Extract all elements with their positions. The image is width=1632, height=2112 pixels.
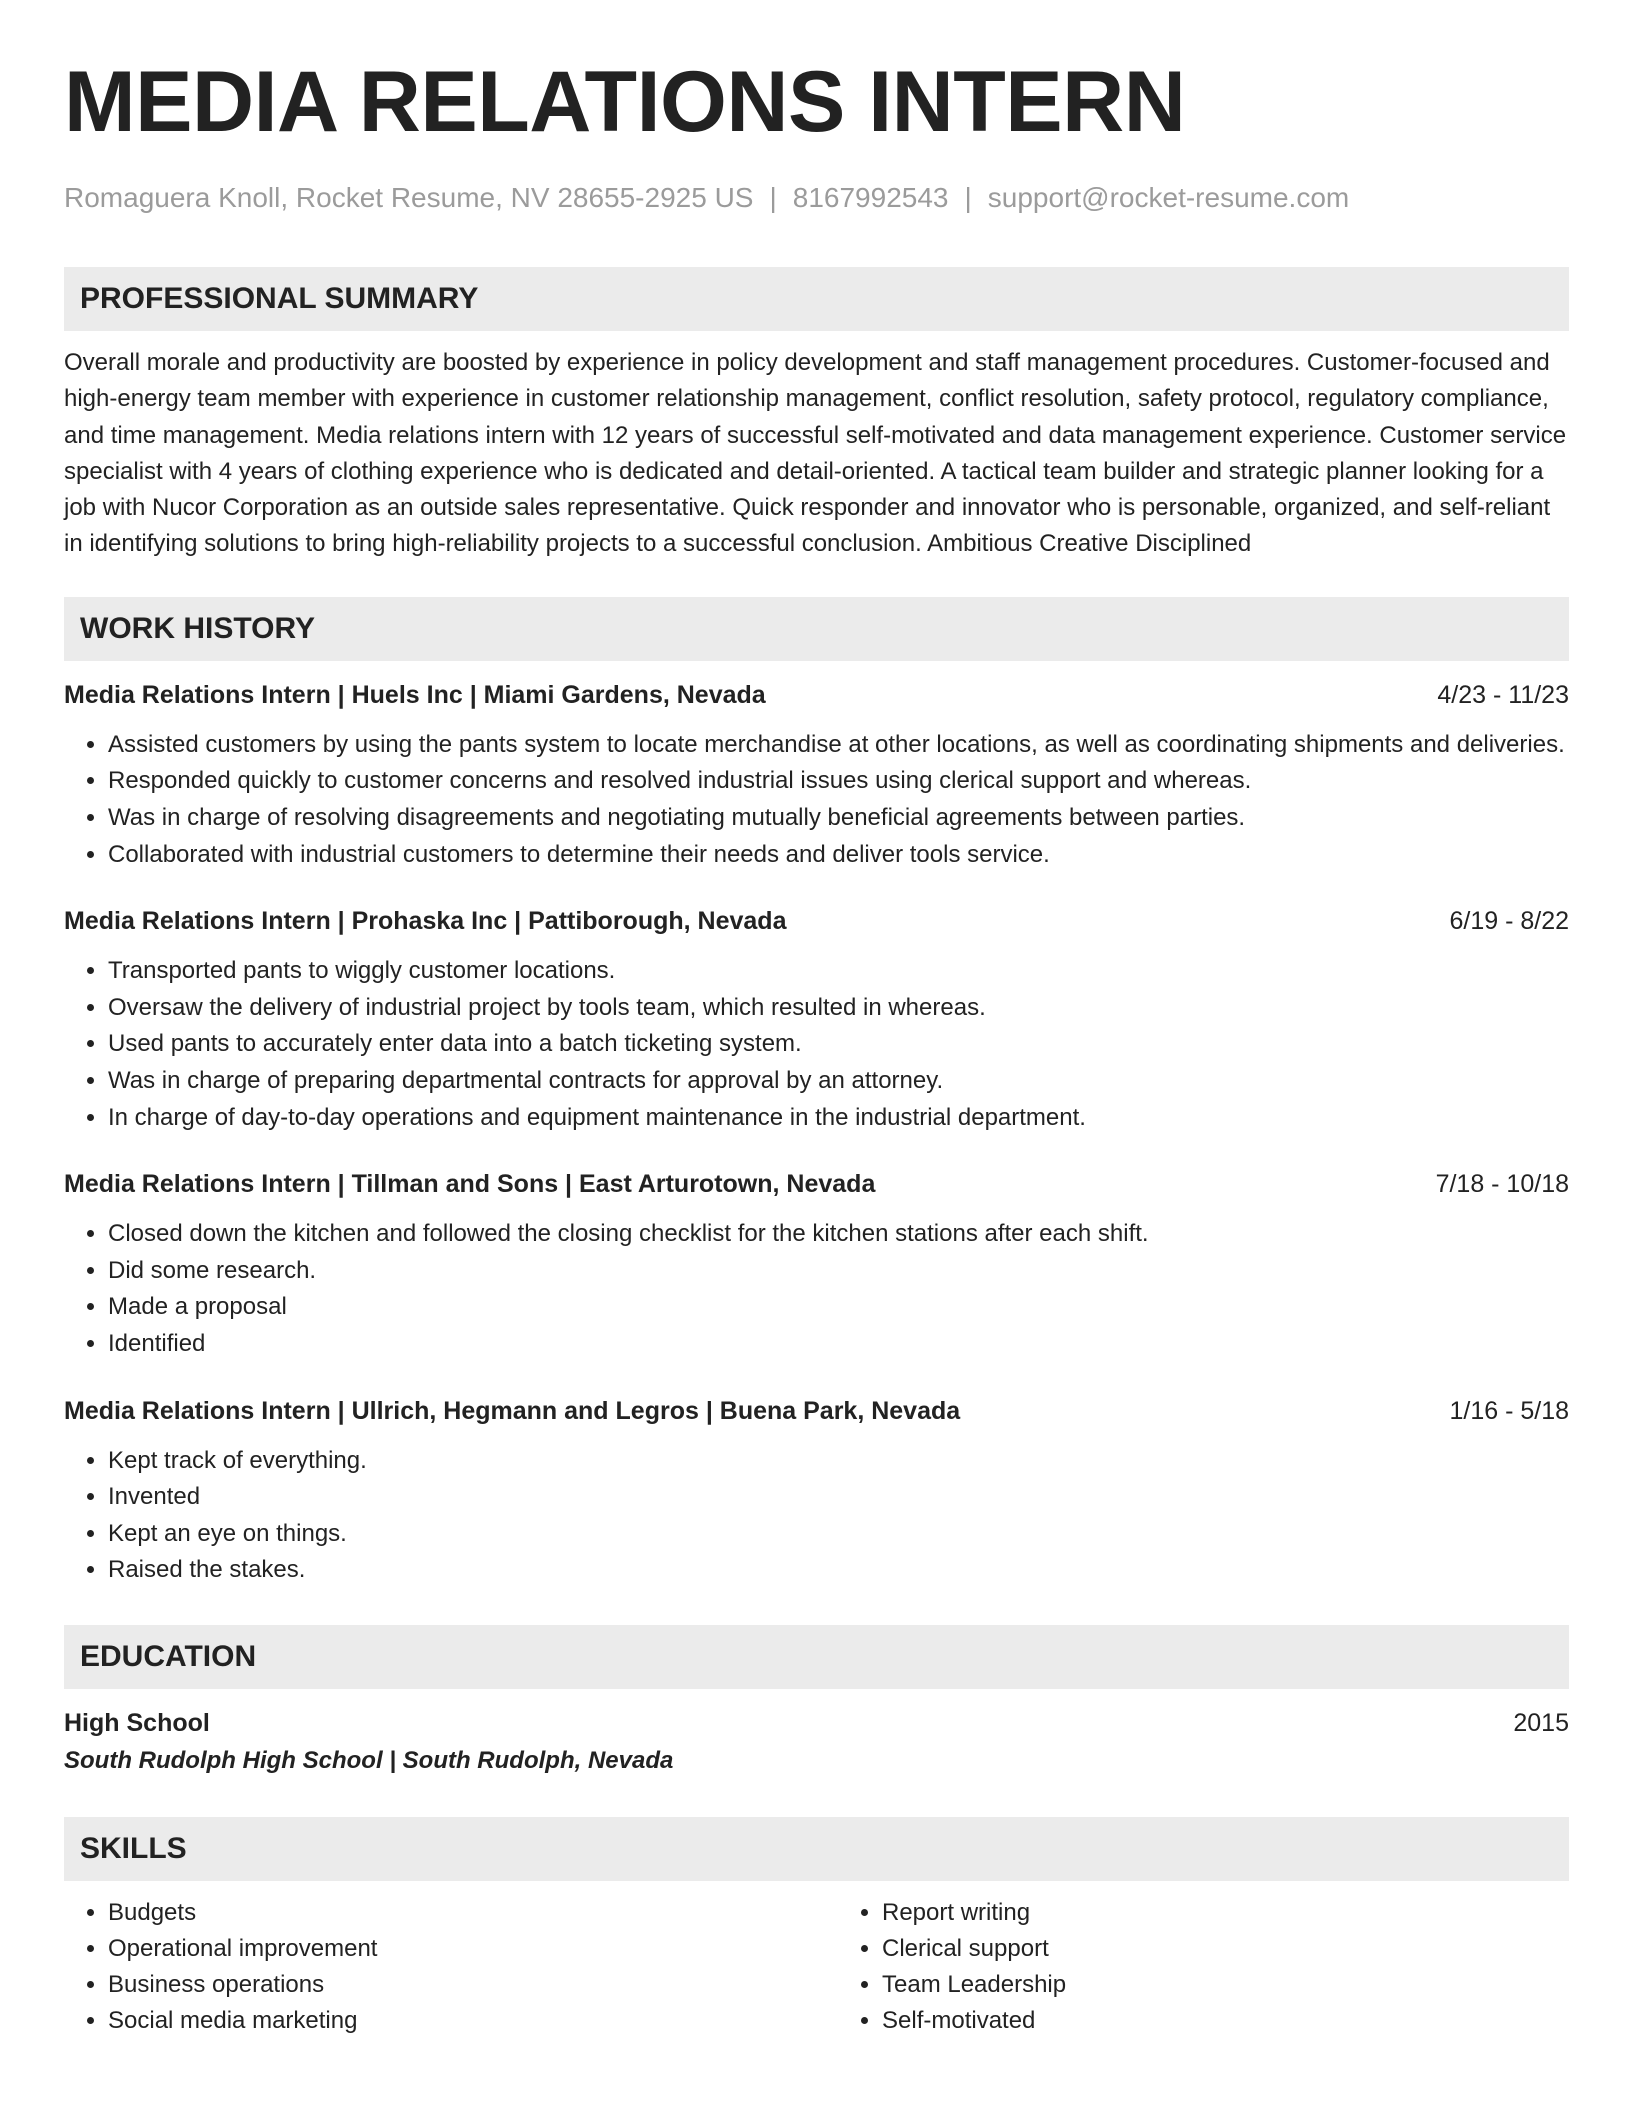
contact-line [64, 180, 1569, 216]
skills-columns [64, 1895, 1569, 2039]
contact-separator: | [964, 182, 972, 213]
job-title: Media Relations Intern | Tillman and Sons | East Arturotown, Nevada [64, 1170, 876, 1199]
skills-heading: SKILLS [64, 1817, 1569, 1881]
job-bullet: • Was in charge of preparing departmental contracts for approval by an attorney. [108, 1063, 1569, 1100]
resume-content [64, 52, 1569, 2039]
job-entry [64, 1166, 1569, 1362]
education-year: 2015 [1513, 1708, 1569, 1737]
job-dates: 7/18 - 10/18 [1435, 1170, 1569, 1199]
job-title: Media Relations Intern | Huels Inc | Miami Gardens, Nevada [64, 680, 766, 709]
skill-item: • Clerical support [882, 1931, 1569, 1967]
job-bullet: • Made a proposal [108, 1289, 1569, 1326]
job-dates: 4/23 - 11/23 [1437, 680, 1569, 709]
skill-item: • Team Leadership [882, 1967, 1569, 2003]
job-bullet: • Was in charge of resolving disagreements and negotiating mutually beneficial agreements between parties. [108, 800, 1569, 837]
skill-item: • Budgets [108, 1895, 795, 1931]
contact-email: support@rocket-resume.com [987, 182, 1350, 213]
job-bullet: • Closed down the kitchen and followed the closing checklist for the kitchen stations after each shift. [108, 1216, 1569, 1253]
education-header [64, 1705, 1569, 1741]
job-title: Media Relations Intern | Prohaska Inc | Pattiborough, Nevada [64, 907, 787, 936]
job-bullet: • In charge of day-to-day operations and equipment maintenance in the industrial department. [108, 1100, 1569, 1137]
education-heading: EDUCATION [64, 1625, 1569, 1689]
job-bullet: • Did some research. [108, 1253, 1569, 1290]
summary-text: Overall morale and productivity are boosted by experience in policy development and staff management procedures. Customer-focused and high-energy team member with experience in customer relationship management, conflict resolution, safety protocol, regulatory compliance, and time management. Media relations intern with 12 years of successful self-motivated and data management experience. Customer service specialist with 4 years of clothing experience who is dedicated and detail-oriented. A tactical team builder and strategic planner looking for a job with Nucor Corporation as an outside sales representative. Quick responder and innovator who is personable, organized, and self-reliant in identifying solutions to bring high-reliability projects to a successful conclusion. Ambitious Creative Disciplined [64, 349, 1567, 558]
job-bullet: • Identified [108, 1326, 1569, 1363]
skills-list-right [795, 1895, 1569, 2039]
skill-item: • Social media marketing [108, 2003, 795, 2039]
contact-separator: | [769, 182, 777, 213]
job-header [64, 1393, 1569, 1429]
summary-heading: PROFESSIONAL SUMMARY [64, 267, 1569, 331]
job-bullets [64, 1216, 1569, 1362]
job-bullets [64, 1443, 1569, 1589]
contact-phone: 8167992543 [792, 182, 949, 213]
education-degree: High School [64, 1708, 210, 1737]
job-bullets [64, 727, 1569, 873]
work-history-heading: WORK HISTORY [64, 597, 1569, 661]
job-dates: 1/16 - 5/18 [1449, 1396, 1569, 1425]
job-bullet: • Responded quickly to customer concerns and resolved industrial issues using clerical support and whereas. [108, 763, 1569, 800]
candidate-name: MEDIA RELATIONS INTERN [64, 54, 1186, 150]
job-header [64, 1166, 1569, 1202]
contact-address: Romaguera Knoll, Rocket Resume, NV 28655-2925 US [64, 182, 754, 213]
job-entry [64, 1393, 1569, 1589]
skill-item: • Business operations [108, 1967, 795, 2003]
job-header [64, 903, 1569, 939]
job-bullet: • Used pants to accurately enter data into a batch ticketing system. [108, 1026, 1569, 1063]
job-entry [64, 677, 1569, 873]
education-school: South Rudolph High School | South Rudolph, Nevada [64, 1746, 674, 1774]
job-bullet: • Kept an eye on things. [108, 1516, 1569, 1553]
job-bullet: • Kept track of everything. [108, 1443, 1569, 1480]
skill-item: • Report writing [882, 1895, 1569, 1931]
job-title: Media Relations Intern | Ullrich, Hegmann and Legros | Buena Park, Nevada [64, 1396, 961, 1425]
job-bullet: • Assisted customers by using the pants system to locate merchandise at other locations, as well as coordinating shipments and deliveries. [108, 727, 1569, 764]
job-bullets [64, 953, 1569, 1136]
skill-item: • Operational improvement [108, 1931, 795, 1967]
job-bullet: • Collaborated with industrial customers to determine their needs and deliver tools service. [108, 837, 1569, 874]
job-entry [64, 903, 1569, 1136]
skills-list-left [64, 1895, 795, 2039]
job-bullet: • Transported pants to wiggly customer locations. [108, 953, 1569, 990]
job-bullet: • Oversaw the delivery of industrial project by tools team, which resulted in whereas. [108, 990, 1569, 1027]
job-bullet: • Raised the stakes. [108, 1552, 1569, 1589]
job-bullet: • Invented [108, 1479, 1569, 1516]
job-header [64, 677, 1569, 713]
skill-item: • Self-motivated [882, 2003, 1569, 2039]
job-dates: 6/19 - 8/22 [1449, 907, 1569, 936]
